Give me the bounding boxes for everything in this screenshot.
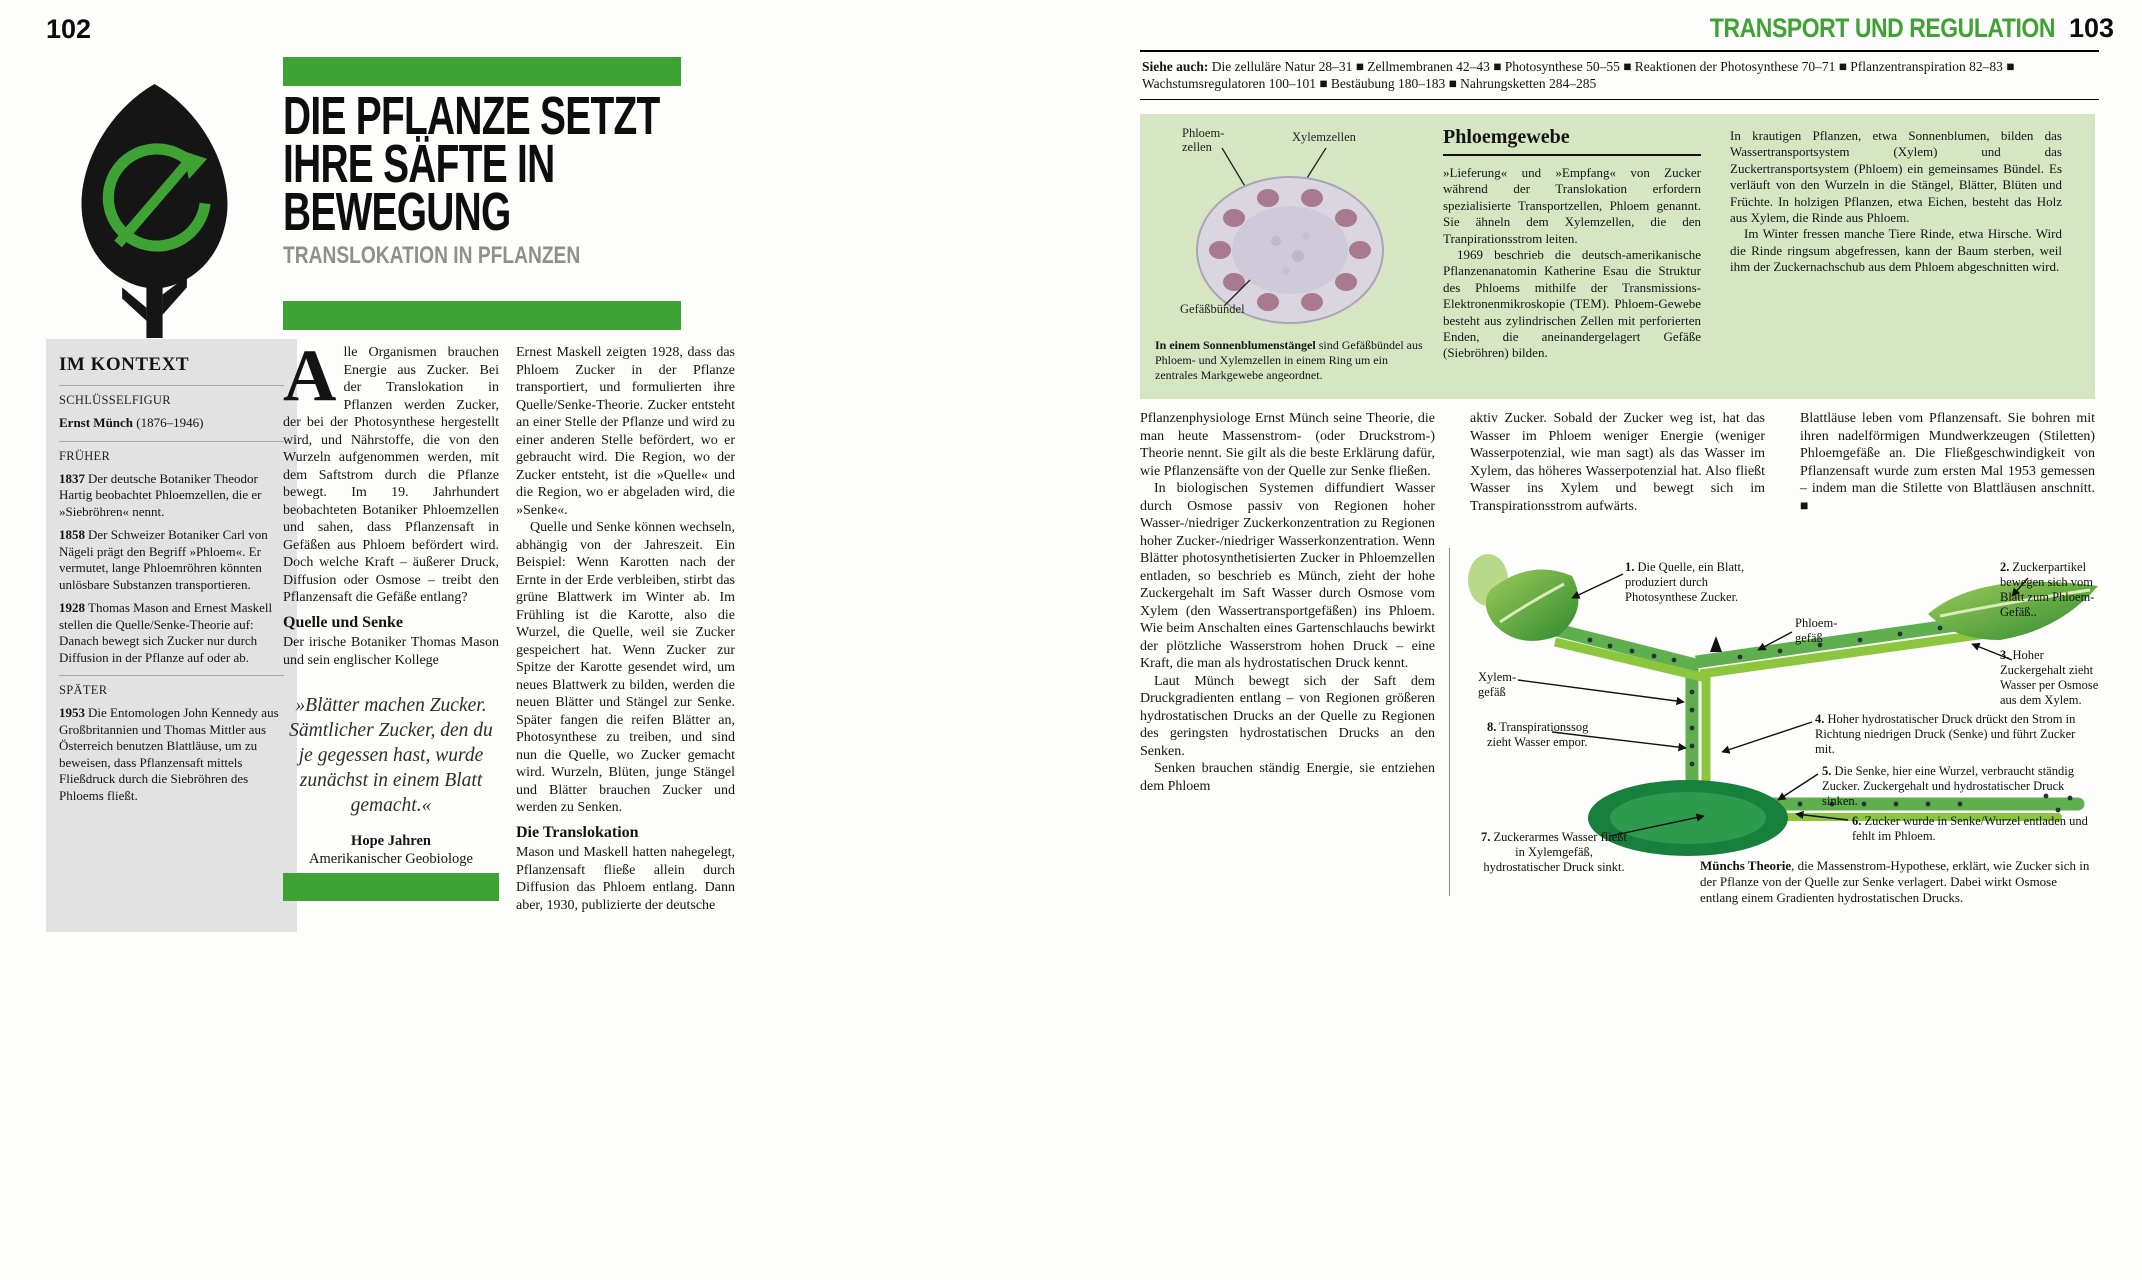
diagram-note-7 [1478, 830, 1630, 875]
context-sidebar [46, 339, 297, 932]
keyfigure-name: Ernst Münch [59, 415, 134, 430]
page-number-left: 102 [46, 14, 92, 44]
note-text: Transpirationssog zieht Wasser empor. [1487, 720, 1589, 749]
quote-author: Hope Jahren [351, 833, 431, 849]
caption-rest: , die Massenstrom-Hypothese, erklärt, wie Zucker sich in der Pflanze von der Quelle zur Senke verlagert. Dabei wirkt Osmose entlang einem Gradienten hydrostatischen Drucks. [1700, 858, 2090, 905]
note-text: Zuckerpartikel bewegen sich vom Blatt zum Phloem-Gefäß.. [2000, 560, 2095, 619]
diagram-caption [1700, 858, 2095, 906]
leaf-logo-icon [52, 80, 257, 338]
footer-bar [283, 873, 499, 901]
note-number: 1. [1625, 560, 1635, 574]
note-number: 7. [1481, 830, 1491, 844]
entry-year: 1837 [59, 470, 85, 486]
see-also-label: Siehe auch: [1142, 59, 1209, 74]
diagram-note-8 [1487, 720, 1592, 750]
left-column-a [283, 335, 499, 868]
context-keyfigure [59, 415, 284, 432]
note-text: Hoher Zuckergehalt zieht Wasser per Osmose aus dem Xylem. [2000, 648, 2099, 707]
caption-rest: sind Gefäßbündel aus Phloem- und Xylemzellen in einem Ring um ein zentrales Markgewebe angeordnet. [1155, 338, 1423, 382]
paragraph: Der irische Botaniker Thomas Mason und sein englischer Kollege [283, 635, 499, 668]
entry-year: 1858 [59, 527, 85, 542]
paragraph: Im Winter fressen manche Tiere Rinde, etwa Hirsche. Wird die Rinde ringsum abgefressen, kann der Baum sterben, weil ihm der Zuckernachschub aus dem Phloem abgeschnitten wird. [1730, 226, 2062, 275]
phloem-info-box [1140, 114, 2095, 399]
note-number: 4. [1815, 712, 1825, 726]
note-text: Die Quelle, ein Blatt, produziert durch Photosynthese Zucker. [1625, 560, 1745, 604]
micrograph-label-phloem: Phloemzellen [1182, 126, 1225, 154]
keyfigure-dates: (1876–1946) [136, 415, 204, 430]
paragraph: Ernest Maskell zeigten 1928, dass das Phloem Zucker in der Pflanze transportiert, und formulierten ihre Quelle/Senke-Theorie. Zucker entsteht an einer Stelle der Pflanze und wird zu einer anderen Stelle befördert, wo er gebraucht wird. Die Region, wo der Zucker entsteht, ist die »Quelle« und die Region, wo er abgeladen wird, die »Senke«. [516, 345, 735, 518]
note-text: Die Senke, hier eine Wurzel, verbraucht ständig Zucker. Zuckergehalt und hydrostatischer Druck sinken. [1822, 764, 2074, 808]
divider [59, 385, 284, 386]
box-column-right [1730, 128, 2062, 276]
entry-text: Der Schweizer Botaniker Carl von Nägeli prägt den Begriff »Phloem«. Er vermutet, lange Phloemröhren könnten unlösbare Substanzen transportieren. [59, 527, 268, 592]
see-also-links: Die zelluläre Natur 28–31 ■ Zellmembranen 42–43 ■ Photosynthese 50–55 ■ Reaktionen der Photosynthese 70–71 ■ Pflanzentranspiration 82–83 ■ Wachstumsregulatoren 100–101 ■ Bestäubung 180–183 ■ Nahrungsketten 284–285 [1142, 59, 2015, 91]
paragraph: Quelle und Senke können wechseln, abhängig von der Jahreszeit. Ein Beispiel: Wenn Karotten nach der Ernte in der Erde verbleiben, stirbt das grüne Blattwerk im Winter ab. Im Frühling ist die Karotte, also die Wurzel, die Quelle, weil sie Zucker gespeichert hat. Wenn Zucker zur Spitze der Karotte gesendet wird, um neues Blattwerk zu bilden, werden die neuen Blätter und Stängel zur Senke. Später fangen die reifen Blätter an, Photosynthese zu treiben, und sind nun die Quelle, wo Zucker gemacht wird. Wurzeln, Blüten, junge Stängel und Blätter brauchen Zucker und werden zu Senken. [516, 520, 735, 815]
paragraph: Blattläuse leben vom Pflanzensaft. Sie bohren mit ihren nadelförmigen Mundwerkzeugen (Stiletten) Phloemgefäße an. Die Fließgeschwindigkeit von Pflanzensaft wurde zum ersten Mal 1953 gemessen – indem man die Stilette von Blattläusen anschnitt. ■ [1800, 411, 2095, 514]
quote-author-role: Amerikanischer Geobiologe [309, 850, 473, 867]
diagram-note-3 [2000, 648, 2102, 708]
context-entry [59, 705, 284, 804]
box-heading: Phloemgewebe [1443, 126, 1701, 156]
paragraph: In biologischen Systemen diffundiert Wasser durch Osmose passiv von Regionen hoher Wasser-/niedriger Zuckerkonzentration zu Regionen hoher Zucker-/niedriger Wasserkonzentration. Wenn Blätter photosynthetisierten Zucker in Phloemzellen entladen, so beschrieb es Münch, zieht der hohe Zuckergehalt im Saft Wasser durch Osmose vom Xylem (den Wassertransportgefäßen) ins Phloem. Wie beim Anschalten eines Gartenschlauchs bewirkt der plötzliche Wasserstrom hohen Druck – eine Kraft, die man als hydrostatischen Druck kennt. [1140, 481, 1435, 671]
paragraph: Senken brauchen ständig Energie, sie entziehen dem Phloem [1140, 761, 1435, 794]
right-column-3 [1800, 410, 2095, 515]
column-divider-rule [1449, 548, 1450, 896]
micrograph-caption [1155, 338, 1423, 383]
entry-text: Der deutsche Botaniker Theodor Hartig beobachtet Phloemzellen, die er »Siebröhren« nennt. [59, 470, 262, 519]
context-entry [59, 600, 284, 666]
article-title [283, 86, 683, 242]
context-entry [59, 471, 284, 521]
context-later-label: SPÄTER [59, 683, 108, 697]
divider [59, 441, 284, 442]
entry-year: 1953 [59, 705, 85, 720]
note-text: Zuckerarmes Wasser fließt in Xylemgefäß, hydrostatischer Druck sinkt. [1483, 830, 1627, 874]
diagram-note-6 [1852, 814, 2090, 844]
micrograph-label-bundle: Gefäßbündel [1180, 302, 1245, 316]
context-keyfigure-label: SCHLÜSSELFIGUR [59, 393, 171, 407]
micrograph-label-xylem: Xylemzellen [1292, 130, 1356, 144]
see-also-block [1140, 50, 2099, 100]
diagram-note-4 [1815, 712, 2087, 757]
note-number: 8. [1487, 720, 1497, 734]
paragraph: 1969 beschrieb die deutsch-amerikanische Pflanzenanatomin Katherine Esau die Struktur des Phloems mithilfe der Transmissions-Elektronenmikroskopie (TEM). Phloem-Gewebe besteht aus zylindrischen Zellen mit perforierten Enden, die aneinandergelagert Gefäße (Siebröhren) bilden. [1443, 247, 1701, 361]
entry-year: 1928 [59, 600, 85, 615]
note-number: 5. [1822, 764, 1832, 778]
divider [59, 675, 284, 676]
paragraph: Mason und Maskell hatten nahegelegt, Pflanzensaft fließe allein durch Diffusion das Phloem entlang. Dann aber, 1930, publizierte der deutsche [516, 845, 735, 913]
diagram-label-xylem: Xylemgefäß [1478, 670, 1517, 699]
title-line-1: DIE PFLANZE SETZT [283, 86, 660, 146]
entry-text: Die Entomologen John Kennedy aus Großbritannien und Thomas Mittler aus Österreich benutzen Blattläuse, um zu beweisen, dass Pflanzensaft mittels Fließdruck durch die Siebröhren des Phloems fließt. [59, 705, 279, 803]
note-text: Hoher hydrostatischer Druck drückt den Strom in Richtung niedrigen Druck (Senke) und führt Zucker mit. [1815, 712, 2076, 756]
paragraph: aktiv Zucker. Sobald der Zucker weg ist, hat das Wasser im Phloem weniger Energie (weniger Wasserpotenzial, wie man sagt) als das Wasser im Xylem, das höheres Wasserpotenzial hat. Also fließt Wasser ins Xylem und bewegt sich im Transpirationsstrom aufwärts. [1470, 411, 1765, 514]
paragraph: »Lieferung« und »Empfang« von Zucker während der Translokation erfordern spezialisierte Transportzellen, Phloem genannt. Sie ähneln dem Xylemzellen, die den Tranpirationsstrom leiten. [1443, 165, 1701, 246]
entry-text: Thomas Mason and Ernest Maskell stellen die Quelle/Senke-Theorie auf: Danach bewegt sich Zucker nur durch Diffusion in der Pflanze auf oder ab. [59, 600, 273, 665]
right-column-1 [1140, 410, 1435, 795]
title-bar-bottom [283, 301, 681, 330]
dropcap: A [283, 335, 337, 417]
caption-lead: In einem Sonnenblumenstängel [1155, 338, 1316, 352]
article-subtitle: TRANSLOKATION IN PFLANZEN [283, 242, 581, 269]
diagram-label-phloem: Phloemgefäß [1795, 616, 1838, 645]
context-earlier-label: FRÜHER [59, 448, 111, 463]
right-column-2 [1470, 410, 1765, 558]
chapter-title: TRANSPORT UND REGULATION [1709, 13, 2055, 43]
diagram-note-5 [1822, 764, 2090, 809]
paragraph-text: lle Organismen brauchen Energie aus Zucker. Bei der Translokation in Pflanzen werden Zucker, der bei der Photosynthese hergestellt wird, und Nährstoffe, die von den Wurzeln aufgenommen werden, mit dem Saftstrom durch die Pflanze bewegt. Im 19. Jahrhundert beobachteten Botaniker Phloemzellen und sahen, dass Pflanzensaft in Gefäßen aus Phloem befördert wird. Doch welche Kraft – äußerer Druck, Diffusion oder Osmose – treibt den Pflanzensaft die Gefäße entlang? [283, 345, 499, 605]
left-column-b [516, 344, 735, 914]
note-number: 6. [1852, 814, 1862, 828]
note-text: Zucker wurde in Senke/Wurzel entladen und fehlt im Phloem. [1852, 814, 2088, 843]
paragraph: Pflanzenphysiologe Ernst Münch seine Theorie, die man heute Massenstrom- (oder Druckstrom-) Theorie nennt. Sie gilt als die beste Erklärung dafür, wie Pflanzensäfte von der Quelle zur Senke fließen. [1140, 411, 1435, 479]
paragraph [283, 335, 499, 607]
title-line-3: BEWEGUNG [283, 182, 511, 242]
subheading-quelle-und-senke: Quelle und Senke [283, 613, 404, 631]
pull-quote: »Blätter machen Zucker. Sämtlicher Zucker, den du je gegessen hast, wurde zunächst in einem Blatt gemacht.« [289, 695, 493, 816]
chapter-header [1649, 13, 2114, 44]
box-column-middle [1443, 126, 1701, 362]
note-number: 2. [2000, 560, 2010, 574]
subheading-translokation: Die Translokation [516, 823, 639, 841]
paragraph: In krautigen Pflanzen, etwa Sonnenblumen, bilden das Wassertransportsystem (Xylem) und das Zuckertransportsystem (Phloem) ein gemeinsames Bündel. Es verläuft von den Wurzeln in die Stängel, Blätter, Blüten und Früchte. In holzigen Pflanzen, etwa Eichen, besteht das Holz aus Xylem, die Rinde aus Phloem. [1730, 128, 2062, 226]
title-bar-top [283, 57, 681, 86]
paragraph: Laut Münch bewegt sich der Saft dem Druckgradienten entlang – von Regionen größeren hydrostatischen Drucks an der Quelle zu Regionen des geringsten hydrostatischen Drucks an den Senken. [1140, 673, 1435, 759]
diagram-note-1 [1625, 560, 1775, 605]
diagram-note-2 [2000, 560, 2102, 620]
context-heading: IM KONTEXT [59, 354, 190, 375]
caption-lead: Münchs Theorie [1700, 858, 1792, 873]
page-number-right: 103 [2068, 13, 2114, 43]
title-line-2: IHRE SÄFTE IN [283, 134, 555, 194]
note-number: 3. [2000, 648, 2010, 662]
context-entry [59, 527, 284, 593]
